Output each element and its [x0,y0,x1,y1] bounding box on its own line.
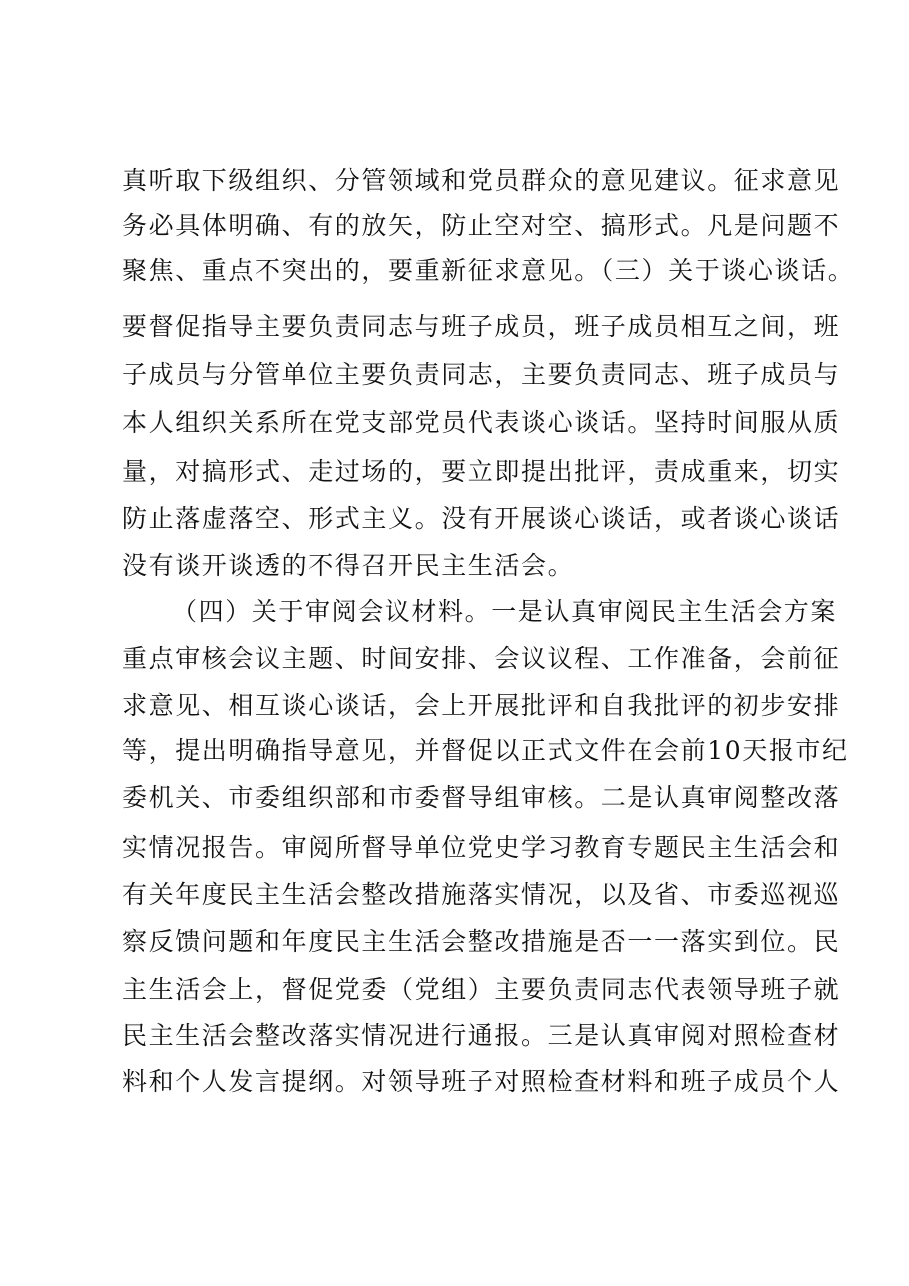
text-line-1: 真听取下级组织、分管领域和党员群众的意见建议。征求意见 [122,166,841,195]
text-line-11: 重点审核会议主题、时间安排、会议议程、工作准备，会前征 [122,644,841,673]
text-line-8: 防止落虚落空、形式主义。没有开展谈心谈话，或者谈心谈话 [122,504,841,533]
text-line-3: 聚焦、重点不突出的，要重新征求意见。（三）关于谈心谈话。 [122,256,855,285]
text-line-13: 等，提出明确指导意见，并督促以正式文件在会前10天报市纪 [122,736,849,765]
text-line-9: 没有谈开谈透的不得召开民主生活会。 [122,551,575,580]
text-line-14: 委机关、市委组织部和市委督导组审核。二是认真审阅整改落 [122,783,841,812]
text-line-12: 求意见、相互谈心谈话，会上开展批评和自我批评的初步安排 [122,691,841,720]
text-line-20: 料和个人发言提纲。对领导班子对照检查材料和班子成员个人 [122,1067,841,1096]
text-line-15: 实情况报告。审阅所督导单位党史学习教育专题民主生活会和 [122,833,841,862]
text-line-4: 要督促指导主要负责同志与班子成员，班子成员相互之间，班 [122,312,841,341]
text-line-7: 量，对搞形式、走过场的，要立即提出批评，责成重来，切实 [122,457,841,486]
text-line-16: 有关年度民主生活会整改措施落实情况，以及省、市委巡视巡 [122,880,841,909]
text-line-6: 本人组织关系所在党支部党员代表谈心谈话。坚持时间服从质 [122,408,841,437]
text-line-5: 子成员与分管单位主要负责同志，主要负责同志、班子成员与 [122,360,841,389]
text-line-2: 务必具体明确、有的放矢，防止空对空、搞形式。凡是问题不 [122,211,841,240]
text-line-19: 民主生活会整改落实情况进行通报。三是认真审阅对照检查材 [122,1021,841,1050]
text-line-18: 主生活会上，督促党委（党组）主要负责同志代表领导班子就 [122,975,841,1004]
text-line-10: （四）关于审阅会议材料。一是认真审阅民主生活会方案 [172,597,838,626]
text-line-17: 察反馈问题和年度民主生活会整改措施是否一一落实到位。民 [122,927,841,956]
